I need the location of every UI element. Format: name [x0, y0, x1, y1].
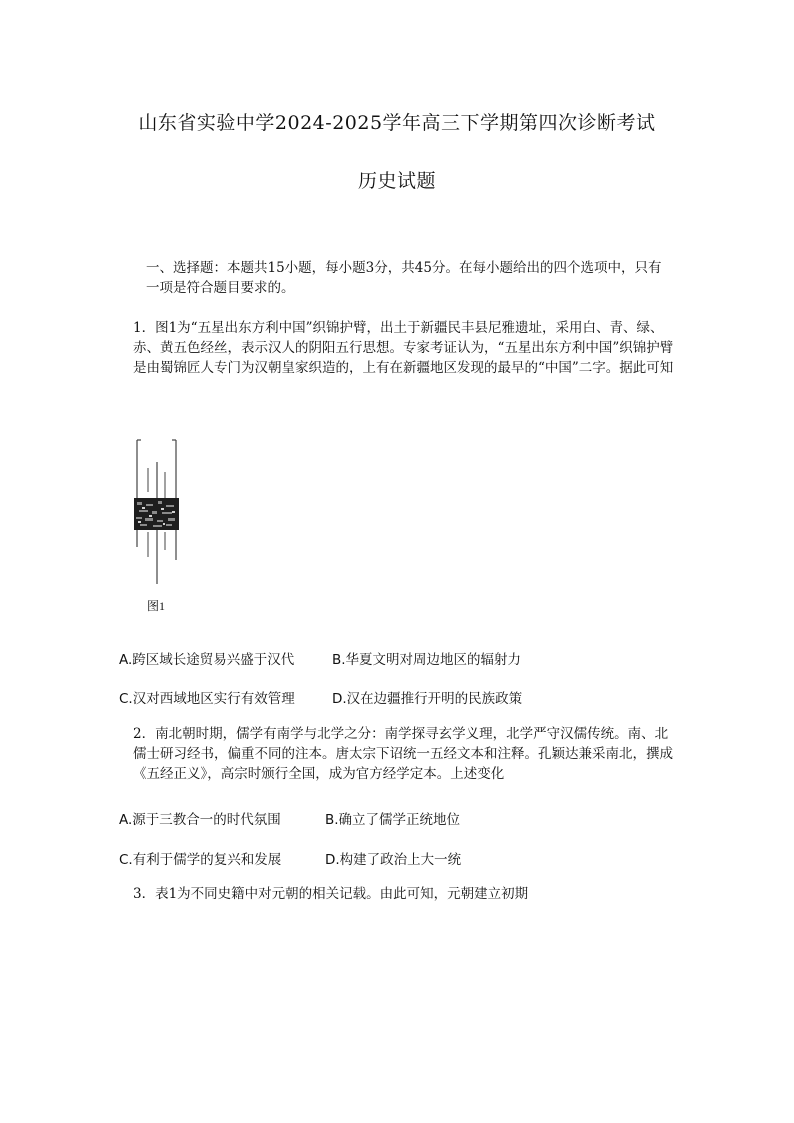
question-3-stem: 3．表1为不同史籍中对元朝的相关记载。由此可知，元朝建立初期	[133, 886, 529, 902]
exam-title: 山东省实验中学2024-2025学年高三下学期第四次诊断考试	[138, 112, 656, 134]
q1-option-b: B.华夏文明对周边地区的辐射力	[332, 652, 522, 668]
question-2-stem: 2．南北朝时期，儒学有南学与北学之分：南学探寻玄学义理，北学严守汉儒传统。南、北儒士研习经书，偏重不同的注本。唐太宗下诏统一五经文本和注释。孔颖达兼采南北，撰成《五经正义》，高宗时颁行全国，成为官方经学定本。上述变化	[133, 726, 673, 782]
q1-option-a: A.跨区域长途贸易兴盛于汉代	[119, 652, 295, 668]
q2-option-c: C.有利于儒学的复兴和发展	[119, 852, 282, 868]
exam-subtitle: 历史试题	[357, 170, 436, 192]
q1-option-d: D.汉在边疆推行开明的民族政策	[332, 691, 523, 707]
q1-option-c: C.汉对西域地区实行有效管理	[119, 691, 295, 707]
question-1-stem: 1．图1为“五星出东方利中国”织锦护臂，出土于新疆民丰县尼雅遗址，采用白、青、绿、赤、黄五色经丝，表示汉人的阴阳五行思想。专家考证认为，“五星出东方利中国”织锦护臂是由蜀锦匠人专门为汉朝皇家织造的，上有在新疆地区发现的最早的“中国”二字。据此可知	[133, 320, 674, 376]
section-instructions: 一、选择题：本题共15小题，每小题3分，共45分。在每小题给出的四个选项中，只有一项是符合题目要求的。	[146, 260, 662, 296]
q2-option-a: A.源于三教合一的时代氛围	[119, 812, 281, 828]
figure-1-caption: 图1	[147, 599, 166, 613]
figure-1-armguard-image	[128, 432, 192, 617]
q2-option-b: B.确立了儒学正统地位	[325, 812, 461, 828]
q2-option-d: D.构建了政治上大一统	[325, 852, 462, 868]
